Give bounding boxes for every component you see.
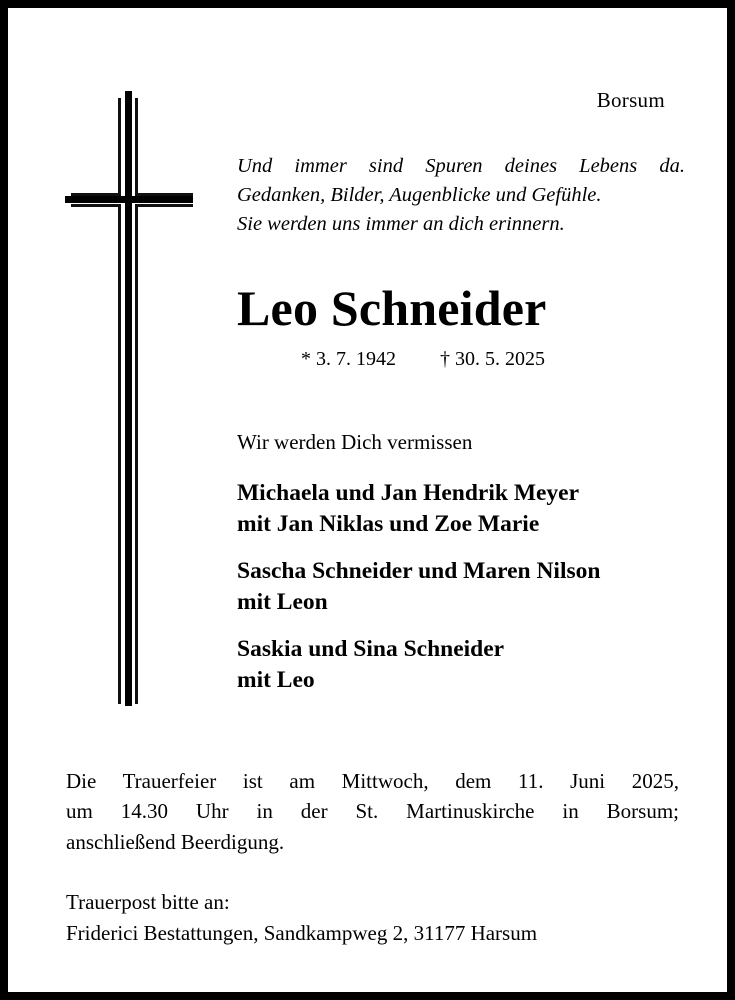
family-line: Sascha Schneider und Maren Nilson: [237, 557, 601, 584]
cross-icon: [63, 86, 213, 716]
family-line: mit Leo: [237, 666, 315, 693]
family-group: [237, 556, 685, 618]
memorial-quote: [237, 152, 685, 239]
contact-details: [66, 857, 679, 948]
service-line-1: Die Trauerfeier ist am Mittwoch, dem 11. Juni 2025,: [66, 769, 679, 793]
death-date: 30. 5. 2025: [455, 348, 545, 371]
family-line: mit Leon: [237, 588, 328, 615]
cross-graphic: [63, 86, 213, 716]
family-line: Saskia und Sina Schneider: [237, 635, 505, 662]
birth-symbol: *: [301, 348, 311, 371]
family-group: [237, 478, 685, 540]
life-dates: [237, 335, 609, 371]
quote-line-3: Sie werden uns immer an dich erinnern.: [237, 213, 565, 236]
death-symbol: †: [440, 348, 450, 371]
main-text-column: [237, 152, 685, 696]
family-group: [237, 634, 685, 696]
deceased-name: Leo Schneider: [237, 280, 547, 337]
family-line: Michaela und Jan Hendrik Meyer: [237, 479, 580, 506]
location-label: Borsum: [596, 88, 665, 112]
quote-line-1: Und immer sind Spuren deines Lebens da.: [237, 155, 685, 177]
mourning-line: Wir werden Dich vermissen: [237, 430, 473, 455]
contact-label: Trauerpost bitte an:: [66, 890, 230, 915]
family-line: mit Jan Niklas und Zoe Marie: [237, 510, 540, 537]
quote-line-2: Gedanken, Bilder, Augenblicke und Gefühle.: [237, 184, 602, 207]
family-list: [237, 456, 685, 696]
contact-address: Friderici Bestattungen, Sandkampweg 2, 31177 Harsum: [66, 920, 538, 945]
service-line-2: um 14.30 Uhr in der St. Martinuskirche in Borsum;: [66, 799, 679, 824]
birth-date: 3. 7. 1942: [316, 348, 396, 371]
service-line-3: anschließend Beerdigung.: [66, 829, 285, 854]
footer-block: [66, 766, 679, 948]
service-details: [66, 766, 679, 857]
